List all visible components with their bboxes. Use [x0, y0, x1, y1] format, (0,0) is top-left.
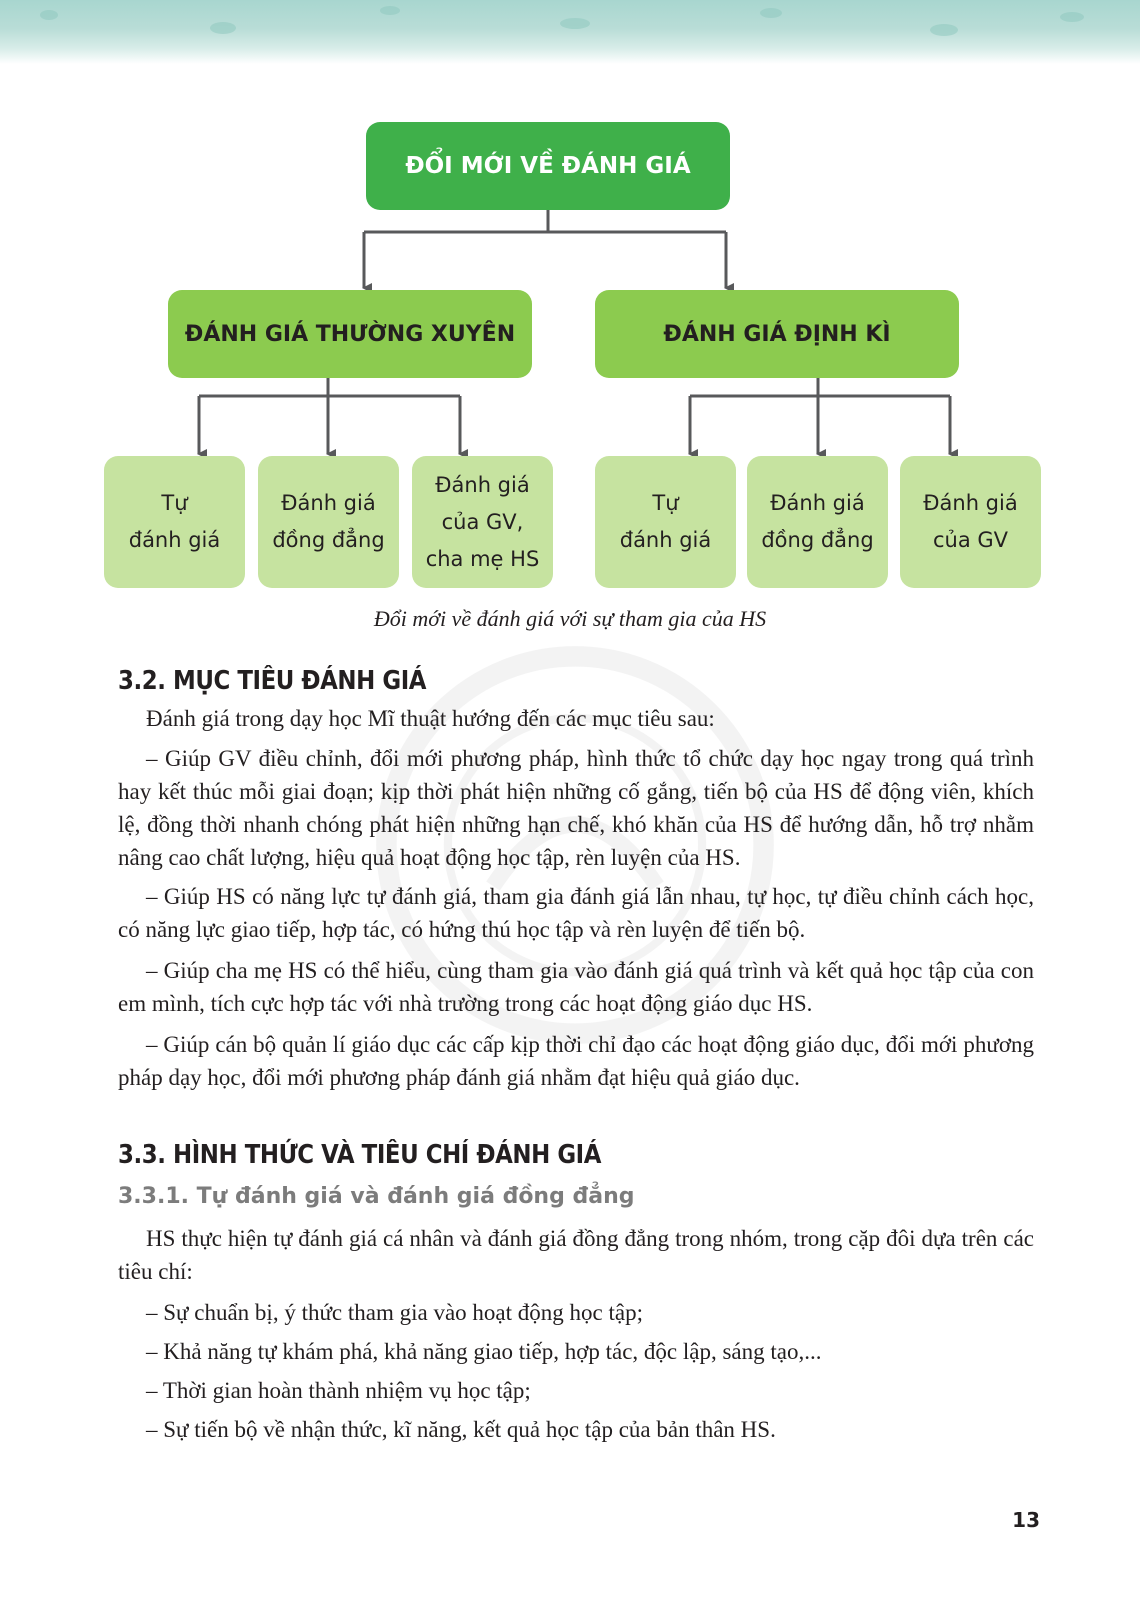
section-3-2-item: – Giúp cha mẹ HS có thể hiểu, cùng tham gia vào đánh giá quá trình và kết quả học tập của con em mình, tích cực hợp tác với nhà trường trong các hoạt động giáo dục HS.: [118, 958, 1034, 1016]
diagram-leaf-periodic-self: Tự đánh giá: [595, 456, 736, 588]
diagram-caption: Đổi mới về đánh giá với sự tham gia của HS: [373, 606, 767, 631]
diagram-leaf-regular-peer: Đánh giá đồng đẳng: [258, 456, 399, 588]
section-3-3-heading: 3.3. HÌNH THỨC VÀ TIÊU CHÍ ĐÁNH GIÁ: [118, 1140, 602, 1170]
diagram-root-node: ĐỔI MỚI VỀ ĐÁNH GIÁ: [366, 122, 730, 210]
page-number: 13: [1012, 1508, 1040, 1532]
section-3-2-item: – Giúp cán bộ quản lí giáo dục các cấp kịp thời chỉ đạo các hoạt động giáo dục, đổi mới phương pháp dạy học, đổi mới phương pháp đánh giá nhằm đạt hiệu quả giáo dục.: [118, 1032, 1034, 1090]
section-3-2-item: – Giúp HS có năng lực tự đánh giá, tham gia đánh giá lẫn nhau, tự học, tự điều chỉnh cách học, có năng lực giao tiếp, hợp tác, có hứng thú học tập và rèn luyện để tiến bộ.: [118, 884, 1034, 942]
diagram-leaf-periodic-peer: Đánh giá đồng đẳng: [747, 456, 888, 588]
criteria-list-item: – Khả năng tự khám phá, khả năng giao tiếp, hợp tác, độc lập, sáng tạo,...: [146, 1339, 822, 1364]
section-3-2-intro: Đánh giá trong dạy học Mĩ thuật hướng đến các mục tiêu sau:: [146, 706, 715, 731]
criteria-list-item: – Thời gian hoàn thành nhiệm vụ học tập;: [146, 1378, 531, 1403]
diagram-branch-regular: ĐÁNH GIÁ THƯỜNG XUYÊN: [168, 290, 532, 378]
section-3-3-1-subheading: 3.3.1. Tự đánh giá và đánh giá đồng đẳng: [118, 1184, 635, 1209]
criteria-list-item: – Sự chuẩn bị, ý thức tham gia vào hoạt động học tập;: [146, 1300, 643, 1325]
criteria-list-item: – Sự tiến bộ về nhận thức, kĩ năng, kết quả học tập của bản thân HS.: [146, 1417, 776, 1442]
diagram-branch-periodic: ĐÁNH GIÁ ĐỊNH KÌ: [595, 290, 959, 378]
section-3-2-item: – Giúp GV điều chỉnh, đổi mới phương pháp, hình thức tổ chức dạy học ngay trong quá trình hay kết thúc mỗi giai đoạn; kịp thời phát hiện những cố gắng, tiến bộ của HS để động viên, khích lệ, đồng thời nhanh chóng phát hiện những hạn chế, khó khăn của HS để hướng dẫn, hỗ trợ nhằm nâng cao chất lượng, hiệu quả hoạt động học tập, rèn luyện của HS.: [118, 746, 1034, 870]
diagram-leaf-regular-teacher-parent: Đánh giá của GV, cha mẹ HS: [412, 456, 553, 588]
diagram-leaf-regular-self: Tự đánh giá: [104, 456, 245, 588]
section-3-3-intro: HS thực hiện tự đánh giá cá nhân và đánh giá đồng đẳng trong nhóm, trong cặp đôi dựa trên các tiêu chí:: [118, 1226, 1034, 1284]
assessment-diagram: [0, 0, 1140, 600]
diagram-leaf-periodic-teacher: Đánh giá của GV: [900, 456, 1041, 588]
section-3-2-heading: 3.2. MỤC TIÊU ĐÁNH GIÁ: [118, 666, 427, 696]
